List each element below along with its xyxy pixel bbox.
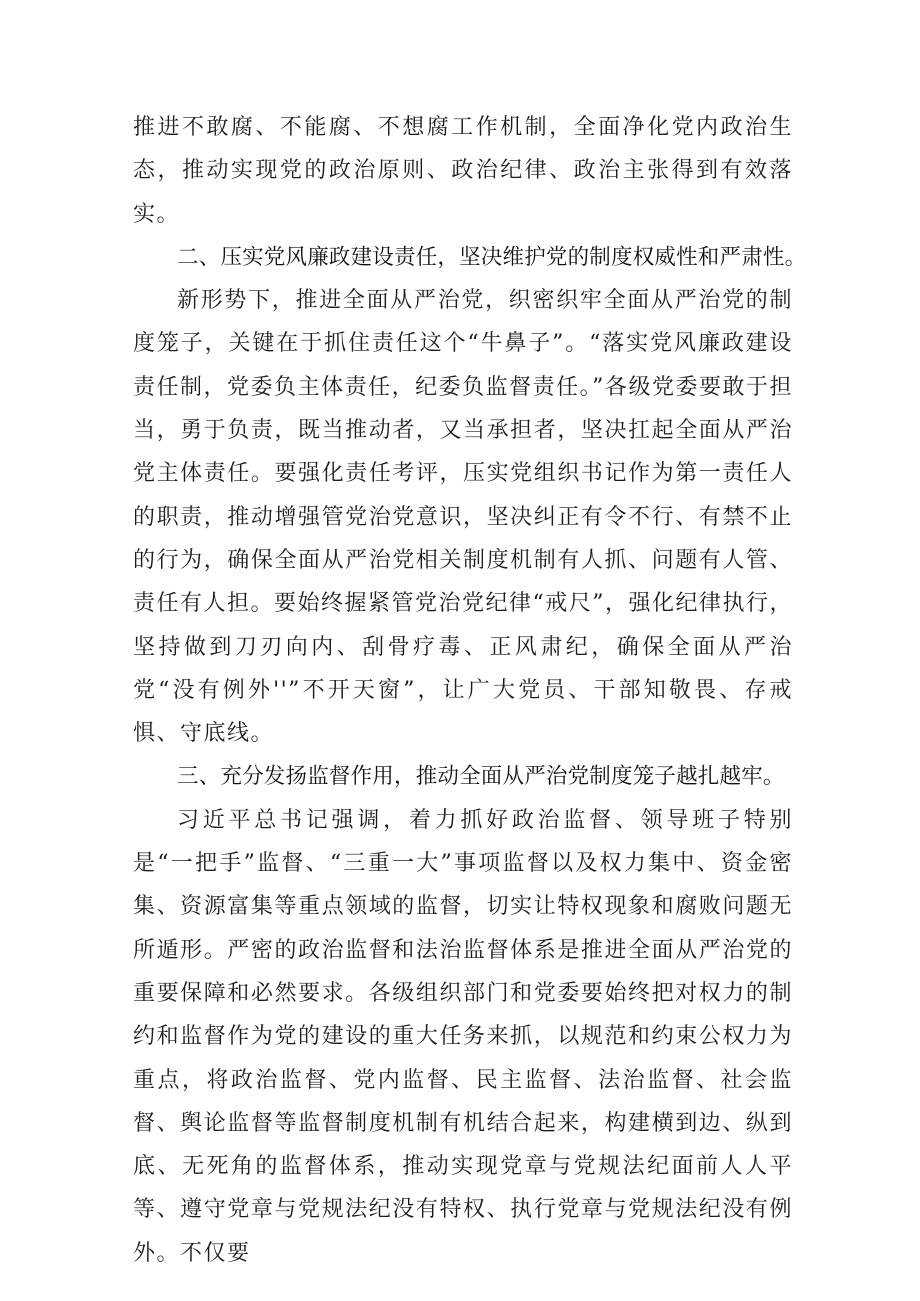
document-body (133, 106, 807, 1275)
section-heading-3: 三、充分发扬监督作用，推动全面从严治党制度笼子越扎越牢。 (177, 764, 785, 790)
paragraph-section-3: 习近平总书记强调，着力抓好政治监督、领导班子特别是“一把手”监督、“三重一大”事项监督以及权力集中、资金密集、资源富集等重点领域的监督，切实让特权现象和腐败问题无所遁形。严密的政治监督和法治监督体系是推进全面从严治党的重要保障和必然要求。各级组织部门和党委要始终把对权力的制约和监督作为党的建设的重大任务来抓，以规范和约束公权力为重点，将政治监督、党内监督、民主监督、法治监督、社会监督、舆论监督等监督制度机制有机结合起来，构建横到边、纵到底、无死角的监督体系，推动实现党章与党规法纪面前人人平等、遵守党章与党规法纪没有特权、执行党章与党规法纪没有例外。不仅要 (133, 807, 793, 1266)
section-heading-2: 二、压实党风廉政建设责任，坚决维护党的制度权威性和严肃性。 (177, 244, 807, 270)
paragraph-section-2: 新形势下，推进全面从严治党，织密织牢全面从严治党的制度笼子，关键在于抓住责任这个“牛鼻子”。“落实党风廉政建设责任制，党委负主体责任，纪委负监督责任。”各级党委要敢于担当，勇于负责，既当推动者，又当承担者，坚决扛起全面从严治党主体责任。要强化责任考评，压实党组织书记作为第一责任人的职责，推动增强管党治党意识，坚决纠正有令不行、有禁不止的行为，确保全面从严治党相关制度机制有人抓、问题有人管、责任有人担。要始终握紧管党治党纪律“戒尺”，强化纪律执行，坚持做到刀刃向内、刮骨疗毒、正风肃纪，确保全面从严治党“没有例外''”不开天窗”，让广大党员、干部知敬畏、存戒惧、守底线。 (133, 288, 793, 747)
paragraph-continued: 推进不敢腐、不能腐、不想腐工作机制，全面净化党内政治生态，推动实现党的政治原则、政治纪律、政治主张得到有效落实。 (133, 115, 793, 227)
